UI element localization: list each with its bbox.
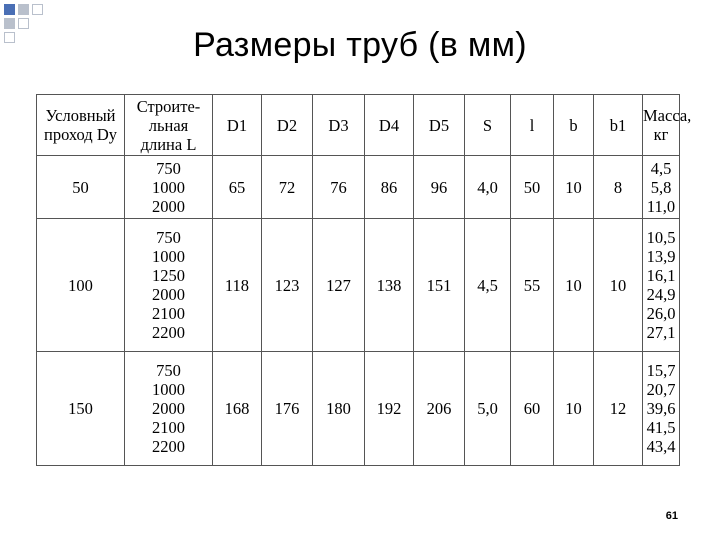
length-value: 2000 xyxy=(152,285,185,305)
header-b: b xyxy=(554,95,594,156)
length-value: 1250 xyxy=(152,266,185,286)
length-value: 750 xyxy=(156,158,181,178)
header-length xyxy=(125,95,213,156)
header-text: Строите- xyxy=(136,96,201,116)
mass-cell xyxy=(643,351,680,465)
page-number: 61 xyxy=(665,510,678,522)
value-cell: 10 xyxy=(554,351,594,465)
table-row xyxy=(37,156,680,219)
header-b1: b1 xyxy=(594,95,643,156)
dy-cell: 100 xyxy=(37,219,125,352)
length-value: 1000 xyxy=(152,247,185,267)
value-cell: 206 xyxy=(414,351,465,465)
page-title: Размеры труб (в мм) xyxy=(193,26,527,64)
header-row xyxy=(37,95,680,156)
mass-value: 27,1 xyxy=(646,323,676,343)
mass-value: 26,0 xyxy=(646,304,676,324)
value-cell: 192 xyxy=(365,351,414,465)
header-text: Условный xyxy=(45,106,116,126)
header-d3: D3 xyxy=(313,95,365,156)
mass-value: 41,5 xyxy=(646,417,676,437)
header-d5: D5 xyxy=(414,95,465,156)
mass-value: 20,7 xyxy=(646,379,676,399)
header-text: льная xyxy=(148,115,189,135)
deco-square xyxy=(32,4,43,15)
length-value: 750 xyxy=(156,228,181,248)
table-row xyxy=(37,219,680,352)
header-dy xyxy=(37,95,125,156)
pipe-dimensions-table xyxy=(36,94,692,466)
dy-cell: 150 xyxy=(37,351,125,465)
header-d2: D2 xyxy=(262,95,313,156)
value-cell: 10 xyxy=(554,219,594,352)
table-row xyxy=(37,351,680,465)
value-cell: 86 xyxy=(365,156,414,219)
header-d4: D4 xyxy=(365,95,414,156)
value-cell: 60 xyxy=(511,351,554,465)
value-cell: 96 xyxy=(414,156,465,219)
length-value: 1000 xyxy=(152,379,185,399)
length-value: 2200 xyxy=(152,323,185,343)
length-value: 2200 xyxy=(152,436,185,456)
value-cell: 168 xyxy=(213,351,262,465)
deco-square xyxy=(18,4,29,15)
value-cell: 55 xyxy=(511,219,554,352)
length-cell xyxy=(125,351,213,465)
length-value: 750 xyxy=(156,360,181,380)
value-cell: 10 xyxy=(594,219,643,352)
mass-value: 16,1 xyxy=(646,266,676,286)
header-text: кг xyxy=(653,125,669,145)
value-cell: 176 xyxy=(262,351,313,465)
header-s: S xyxy=(465,95,511,156)
mass-value: 24,9 xyxy=(646,285,676,305)
value-cell: 10 xyxy=(554,156,594,219)
length-cell xyxy=(125,156,213,219)
mass-value: 11,0 xyxy=(646,196,676,216)
dy-cell: 50 xyxy=(37,156,125,219)
mass-value: 13,9 xyxy=(646,247,676,267)
value-cell: 4,0 xyxy=(465,156,511,219)
value-cell: 8 xyxy=(594,156,643,219)
value-cell: 180 xyxy=(313,351,365,465)
mass-value: 43,4 xyxy=(646,436,676,456)
value-cell: 118 xyxy=(213,219,262,352)
value-cell: 127 xyxy=(313,219,365,352)
value-cell: 151 xyxy=(414,219,465,352)
header-text: длина L xyxy=(140,134,197,154)
length-cell xyxy=(125,219,213,352)
mass-value: 4,5 xyxy=(650,158,672,178)
length-value: 2100 xyxy=(152,304,185,324)
value-cell: 4,5 xyxy=(465,219,511,352)
length-value: 2100 xyxy=(152,417,185,437)
value-cell: 72 xyxy=(262,156,313,219)
length-value: 1000 xyxy=(152,177,185,197)
deco-square xyxy=(4,4,15,15)
mass-value: 39,6 xyxy=(646,398,676,418)
length-value: 2000 xyxy=(152,398,185,418)
header-text: проход Dy xyxy=(43,125,117,145)
header-text: Масса, xyxy=(643,106,692,126)
mass-value: 10,5 xyxy=(646,228,676,248)
header-d1: D1 xyxy=(213,95,262,156)
length-value: 2000 xyxy=(152,196,185,216)
mass-cell xyxy=(643,219,680,352)
value-cell: 76 xyxy=(313,156,365,219)
value-cell: 5,0 xyxy=(465,351,511,465)
value-cell: 65 xyxy=(213,156,262,219)
mass-cell xyxy=(643,156,680,219)
mass-value: 5,8 xyxy=(650,177,672,197)
mass-value: 15,7 xyxy=(646,360,676,380)
value-cell: 12 xyxy=(594,351,643,465)
header-mass xyxy=(643,95,692,156)
value-cell: 123 xyxy=(262,219,313,352)
header-l: l xyxy=(511,95,554,156)
value-cell: 50 xyxy=(511,156,554,219)
value-cell: 138 xyxy=(365,219,414,352)
